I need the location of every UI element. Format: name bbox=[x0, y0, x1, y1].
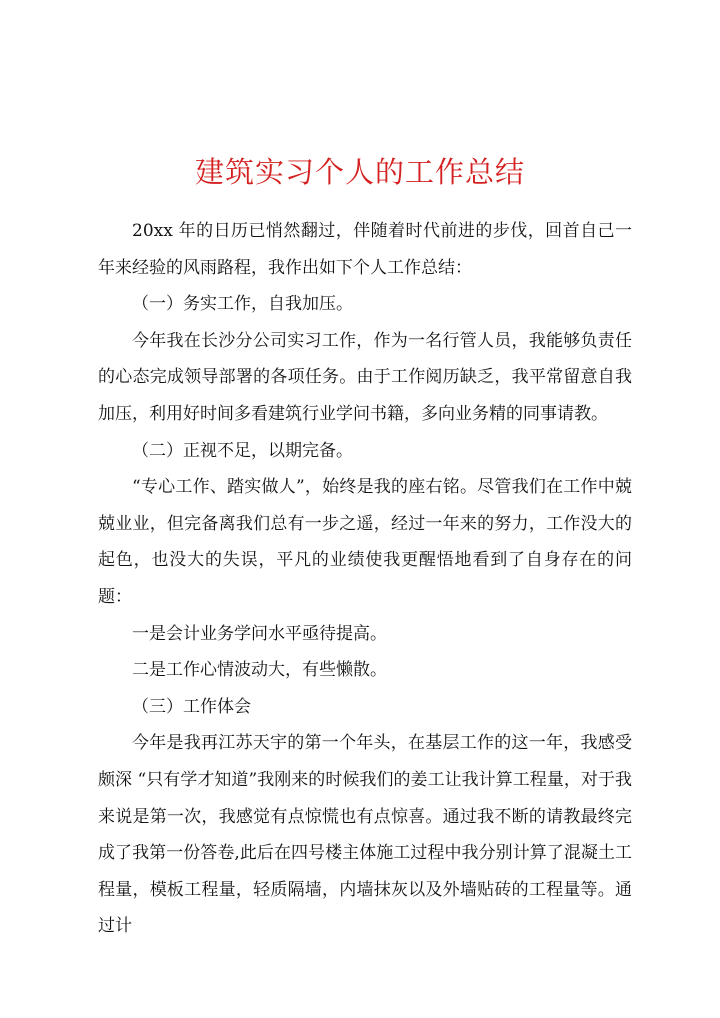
section-3-paragraph: 今年是我再江苏天宇的第一个年头，在基层工作的这一年，我感受颇深 “只有学才知道”我刚来的时候我们的姜工让我计算工程量，对于我来说是第一次，我感觉有点惊慌也有点惊喜。通过我不断的请教最终完成了我第一份答卷,此后在四号楼主体施工过程中我分别计算了混凝土工程量，模板工程量，轻质隔墙，内墙抹灰以及外墙贴砖的工程量等。通过计 bbox=[98, 733, 632, 937]
document-body bbox=[98, 213, 632, 945]
issue-item-2: 二是工作心情波动大，有些懒散。 bbox=[132, 660, 387, 681]
section-2-paragraph: “专心工作、踏实做人”，始终是我的座右铭。尽管我们在工作中兢兢业业，但完备离我们总有一步之遥，经过一年来的努力，工作没大的起色，也没大的失误，平凡的业绩使我更醒悟地看到了自身存在的问题： bbox=[98, 477, 632, 607]
document-title: 建筑实习个人的工作总结 bbox=[194, 155, 525, 189]
section-heading-2: （二）正视不足，以期完备。 bbox=[132, 440, 353, 461]
intro-paragraph: 20xx 年的日历已悄然翻过，伴随着时代前进的步伐，回首自己一年来经验的风雨路程，我作出如下个人工作总结： bbox=[98, 221, 632, 278]
section-1-paragraph: 今年我在长沙分公司实习工作，作为一名行管人员，我能够负责任的心态完成领导部署的各项任务。由于工作阅历缺乏，我平常留意自我加压，利用好时间多看建筑行业学问书籍，多向业务精的同事请教。 bbox=[98, 330, 632, 424]
section-heading-3: （三）工作体会 bbox=[132, 696, 251, 717]
issue-item-1: 一是会计业务学问水平亟待提高。 bbox=[132, 623, 387, 644]
section-heading-1: （一）务实工作，自我加压。 bbox=[132, 294, 353, 315]
